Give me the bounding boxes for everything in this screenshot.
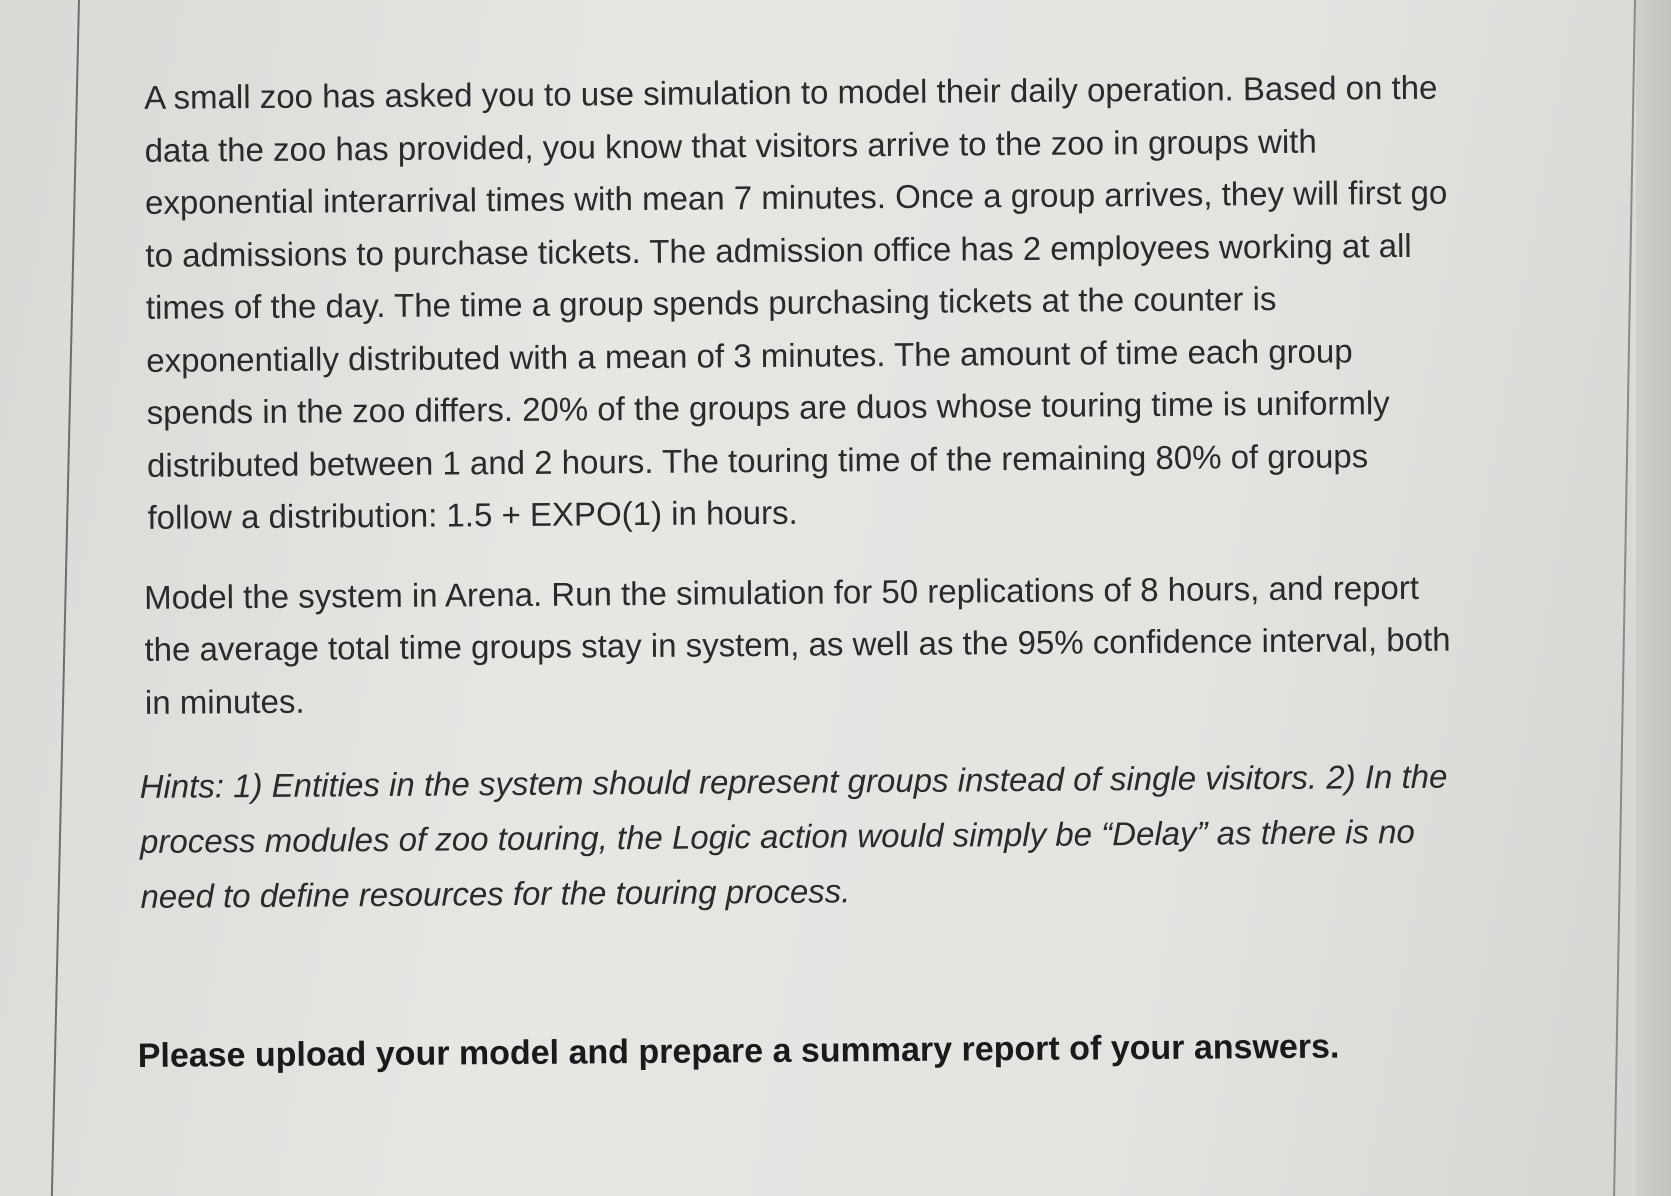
text-line: data the zoo has provided, you know that visitors arrive to the zoo in groups with <box>144 122 1317 169</box>
problem-description <box>144 60 1602 544</box>
text-line: times of the day. The time a group spends purchasing tickets at the counter is <box>145 279 1277 326</box>
page-right-border <box>1613 0 1636 1196</box>
text-line: distributed between 1 and 2 hours. The touring time of the remaining 80% of groups <box>146 436 1369 484</box>
task-instructions <box>144 560 1603 729</box>
text-line: in minutes. <box>144 682 305 721</box>
page-edge-shadow <box>1636 0 1671 1196</box>
text-line: follow a distribution: 1.5 + EXPO(1) in hours. <box>147 493 798 536</box>
text-line: exponential interarrival times with mean 7 minutes. Once a group arrives, they will first go <box>144 173 1448 221</box>
text-line: Model the system in Arena. Run the simulation for 50 replications of 8 hours, and report <box>143 568 1420 616</box>
page-left-border <box>51 0 80 1196</box>
text-line: the average total time groups stay in system, as well as the 95% confidence interval, both <box>144 620 1451 668</box>
text-line: exponentially distributed with a mean of 3 minutes. The amount of time each group <box>146 331 1353 379</box>
text-line: Hints: 1) Entities in the system should represent groups instead of single visitors. 2) In the <box>139 757 1448 805</box>
closing-line: Please upload your model and prepare a summary report of your answers. <box>137 1027 1340 1075</box>
problem-document <box>128 60 1606 1082</box>
text-line: need to define resources for the touring process. <box>140 872 851 915</box>
upload-instruction <box>138 1018 1606 1082</box>
text-line: process modules of zoo touring, the Logic action would simply be “Delay” as there is no <box>139 812 1415 860</box>
text-line: spends in the zoo differs. 20% of the groups are duos whose touring time is uniformly <box>146 384 1390 431</box>
text-line: to admissions to purchase tickets. The admission office has 2 employees working at all <box>145 226 1412 274</box>
hints <box>139 747 1604 923</box>
text-line: A small zoo has asked you to use simulation to model their daily operation. Based on the <box>144 68 1438 116</box>
